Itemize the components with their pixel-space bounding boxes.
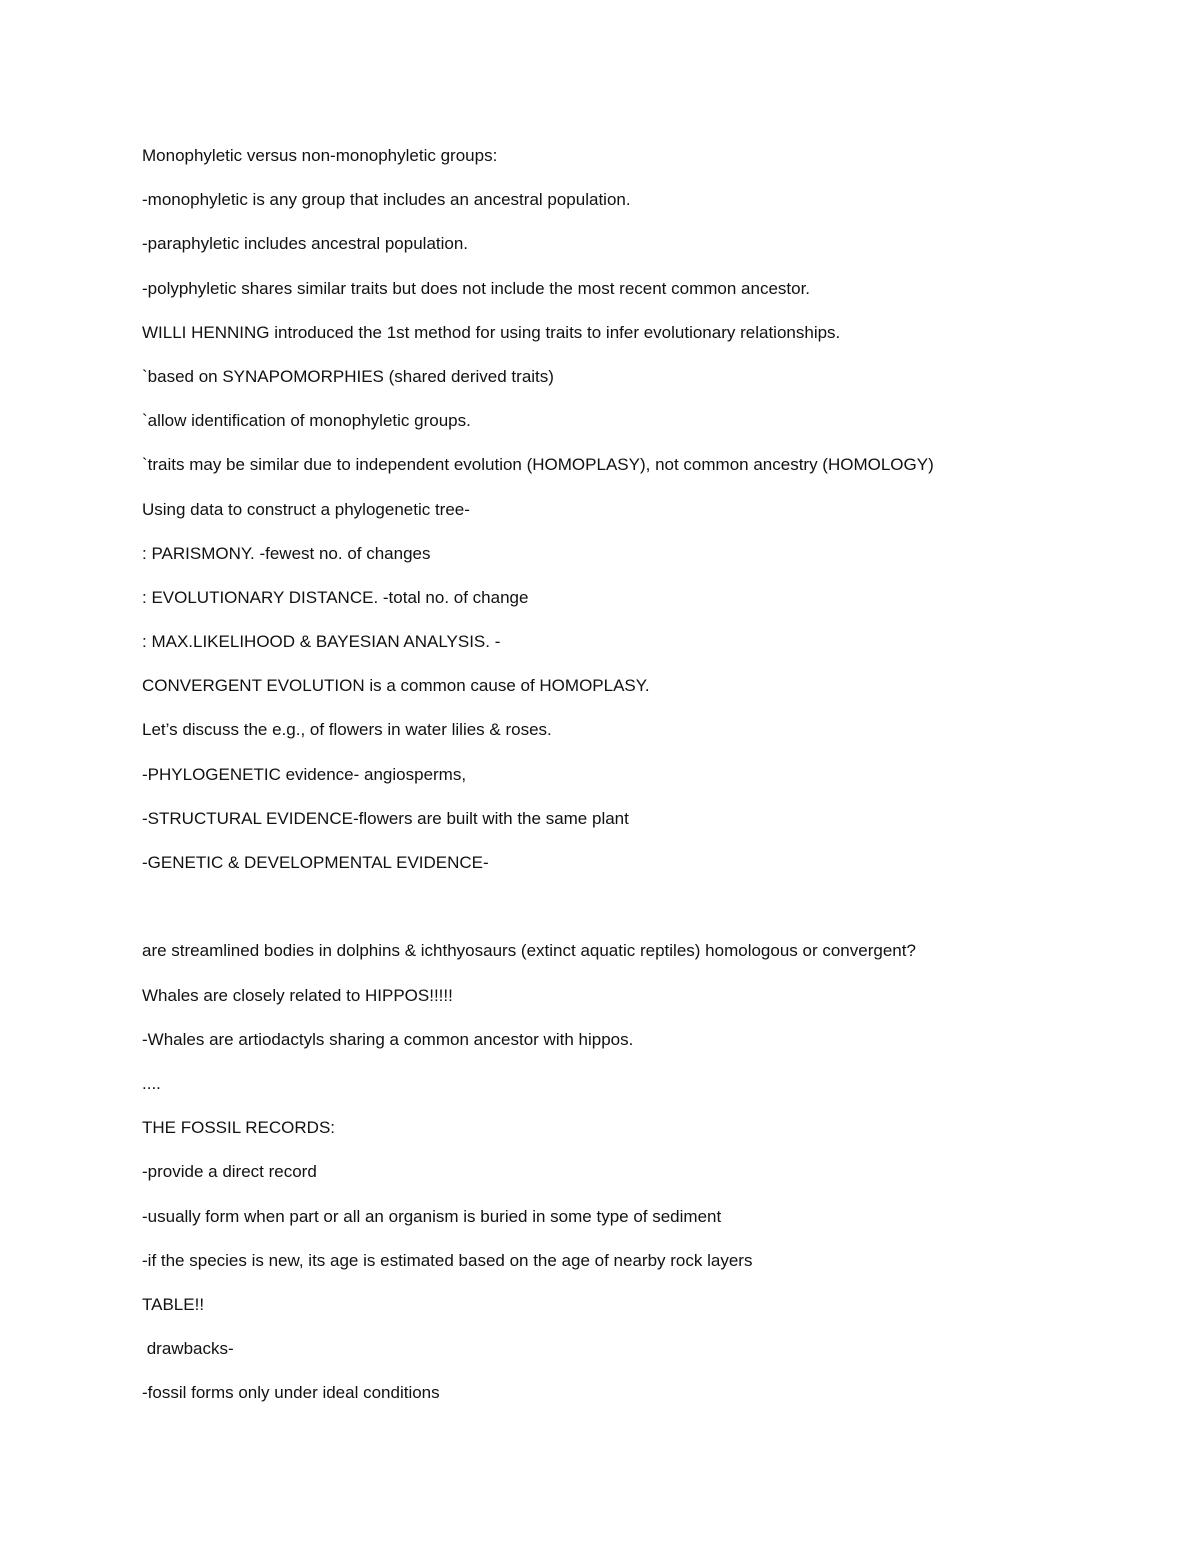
blank-line (142, 895, 1152, 939)
text-line: Whales are closely related to HIPPOS!!!!! (142, 985, 453, 1005)
text-line: `allow identification of monophyletic groups. (142, 411, 471, 431)
text-line: -if the species is new, its age is estimated based on the age of nearby rock layers (142, 1250, 753, 1270)
text-line: Using data to construct a phylogenetic tree- (142, 499, 470, 519)
text-line: -paraphyletic includes ancestral population. (142, 234, 469, 254)
text-line: drawbacks- (142, 1339, 234, 1359)
heading-monophyletic: Monophyletic versus non-monophyletic groups: (142, 146, 498, 165)
text-line: : EVOLUTIONARY DISTANCE. -total no. of change (142, 587, 529, 607)
text-line: -STRUCTURAL EVIDENCE-flowers are built with the same plant (142, 808, 629, 828)
text-line: : MAX.LIKELIHOOD & BAYESIAN ANALYSIS. - (142, 632, 501, 652)
heading-fossil-records: THE FOSSIL RECORDS: (142, 1118, 336, 1138)
text-line: `traits may be similar due to independent evolution (HOMOPLASY), not common ancestry (HOMOLOGY) (142, 455, 934, 475)
text-line: WILLI HENNING introduced the 1st method for using traits to infer evolutionary relationships. (142, 322, 841, 342)
text-line: -fossil forms only under ideal conditions (142, 1383, 440, 1403)
text-line: TABLE!! (142, 1294, 205, 1314)
text-line: .... (142, 1073, 161, 1093)
text-line: -polyphyletic shares similar traits but does not include the most recent common ancestor. (142, 278, 811, 298)
text-line: -provide a direct record (142, 1162, 317, 1182)
text-line: -GENETIC & DEVELOPMENTAL EVIDENCE- (142, 853, 489, 872)
text-line: -Whales are artiodactyls sharing a common ancestor with hippos. (142, 1029, 634, 1049)
document-body (142, 144, 1152, 1425)
text-line: `based on SYNAPOMORPHIES (shared derived traits) (142, 366, 554, 386)
text-line: -monophyletic is any group that includes an ancestral population. (142, 190, 631, 210)
text-line: -usually form when part or all an organism is buried in some type of sediment (142, 1206, 722, 1226)
text-line: -PHYLOGENETIC evidence- angiosperms, (142, 764, 467, 784)
text-line: Let’s discuss the e.g., of flowers in water lilies & roses. (142, 720, 552, 740)
text-line: : PARISMONY. -fewest no. of changes (142, 543, 431, 563)
text-line: are streamlined bodies in dolphins & ichthyosaurs (extinct aquatic reptiles) homologous or convergent? (142, 941, 916, 961)
text-line: CONVERGENT EVOLUTION is a common cause of HOMOPLASY. (142, 676, 650, 696)
